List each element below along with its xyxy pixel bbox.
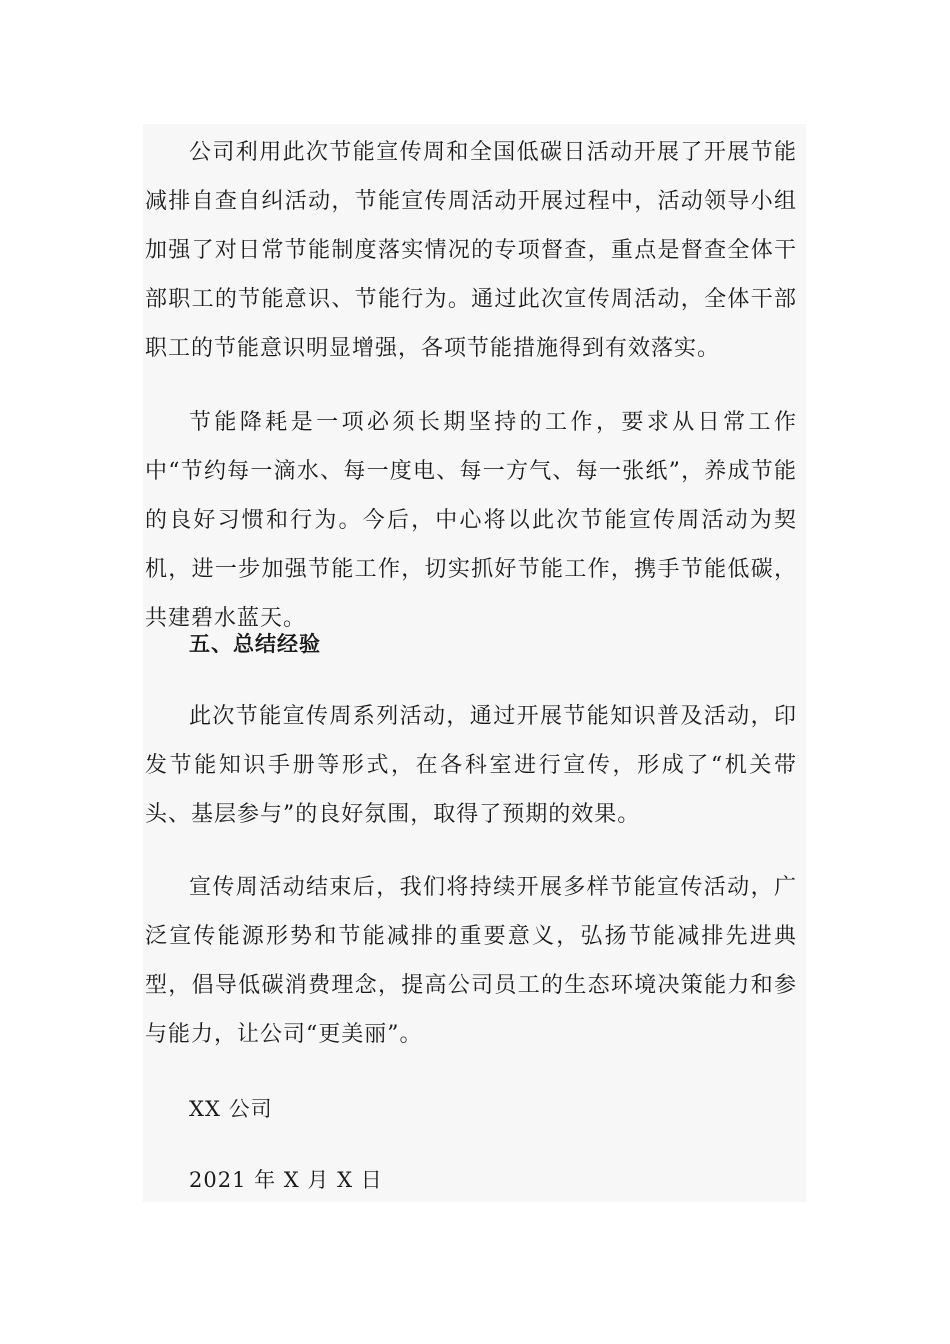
paragraph-activity-summary: 此次节能宣传周系列活动，通过开展节能知识普及活动，印发节能知识手册等形式，在各科室进行宣传，形成了“机关带头、基层参与”的良好氛围，取得了预期的效果。 (145, 704, 797, 827)
signature-date: 2021 年 X 月 X 日 (189, 1168, 383, 1192)
paragraph-energy-saving: 节能降耗是一项必须长期坚持的工作，要求从日常工作中“节约每一滴水、每一度电、每一方气、每一张纸”，养成节能的良好习惯和行为。今后，中心将以此次节能宣传周活动为契机，进一步加强节能工作，切实抓好节能工作，携手节能低碳，共建碧水蓝天。 (145, 410, 797, 631)
paragraph-self-inspection: 公司利用此次节能宣传周和全国低碳日活动开展了开展节能减排自查自纠活动，节能宣传周活动开展过程中，活动领导小组加强了对日常节能制度落实情况的专项督查，重点是督查全体干部职工的节能意识、节能行为。通过此次宣传周活动，全体干部职工的节能意识明显增强，各项节能措施得到有效落实。 (145, 140, 797, 361)
signature-company: XX 公司 (189, 1097, 273, 1121)
section-heading-summary: 五、总结经验 (189, 632, 321, 656)
paragraph-future-plans: 宣传周活动结束后，我们将持续开展多样节能宣传活动，广泛宣传能源形势和节能减排的重要意义，弘扬节能减排先进典型，倡导低碳消费理念，提高公司员工的生态环境决策能力和参与能力，让公司“更美丽”。 (145, 875, 797, 1047)
